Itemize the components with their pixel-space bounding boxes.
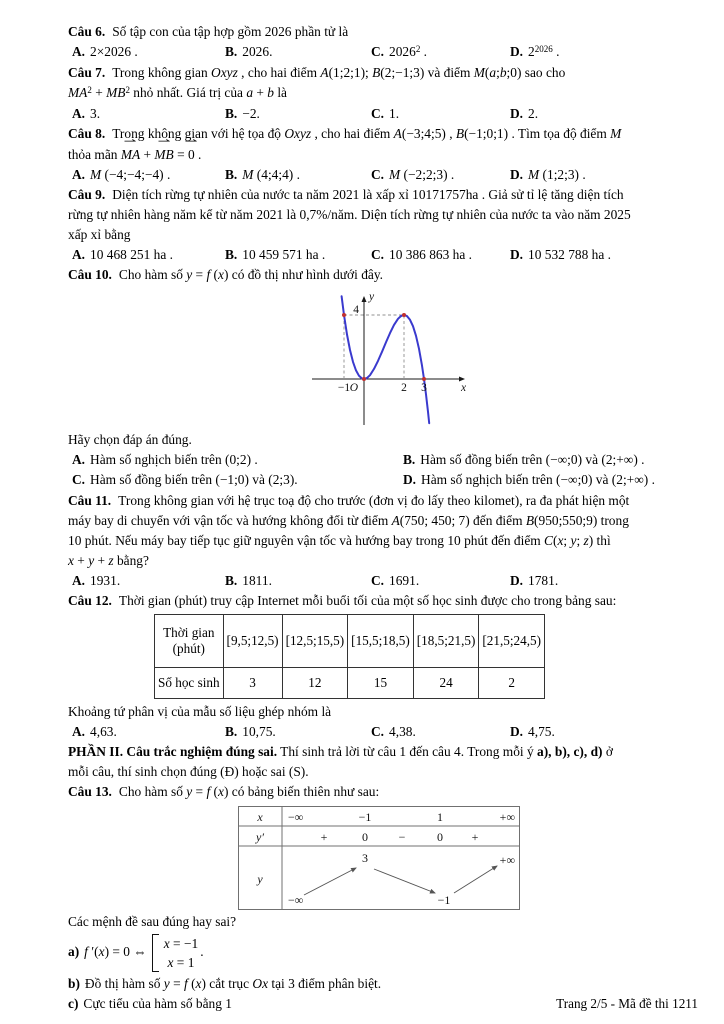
option-text: 3. — [90, 106, 101, 122]
option-key: D. — [510, 106, 524, 122]
option-text: 4,63. — [90, 724, 117, 740]
svg-text:x: x — [461, 382, 467, 395]
option-text: 10 459 571 ha . — [242, 247, 326, 263]
option-key: B. — [225, 44, 238, 60]
option-key: C. — [371, 724, 385, 740]
option-text: 10 532 788 ha . — [528, 247, 611, 263]
option-B — [225, 722, 371, 742]
option-A — [72, 104, 225, 124]
svg-text:−∞: −∞ — [288, 809, 304, 824]
option-key: A. — [72, 247, 86, 263]
time-label-line1: Thời gian — [163, 625, 215, 641]
frequency-table-intervals-row — [155, 615, 545, 668]
option-A — [72, 245, 225, 265]
option-key: D. — [510, 166, 524, 182]
question-7-label: Câu 7. — [68, 65, 106, 81]
option-D — [510, 165, 668, 185]
option-A — [72, 165, 225, 185]
question-6-options — [68, 42, 668, 63]
option-B — [225, 165, 371, 185]
question-13 — [68, 782, 668, 1013]
question-8-label: Câu 8. — [68, 126, 106, 142]
count-cell: 2 — [479, 668, 545, 699]
question-7 — [68, 63, 668, 124]
question-7-options — [68, 104, 668, 124]
option-text: 2×2026 . — [90, 44, 138, 60]
option-text: 1. — [389, 106, 400, 122]
count-label: Số học sinh — [155, 668, 224, 699]
option-key: D. — [510, 44, 524, 60]
page-footer: Trang 2/5 - Mã đề thi 1211 — [556, 996, 698, 1011]
option-text: $2^{2026}$ . — [528, 43, 560, 60]
question-8 — [68, 124, 668, 184]
option-text: 1691. — [389, 572, 420, 588]
question-10 — [68, 265, 668, 490]
question-8-options — [68, 165, 668, 185]
question-13-stem-text: Cho hàm số y = f (x) có bảng biến thiên như sau: — [118, 784, 380, 800]
option-text: 4,38. — [389, 724, 416, 740]
option-key: C. — [371, 44, 385, 60]
svg-text:−1: −1 — [358, 809, 372, 824]
option-C — [72, 470, 403, 490]
question-12-options — [68, 722, 668, 742]
svg-text:y: y — [257, 871, 263, 886]
interval-cell: [12,5;15,5) — [282, 615, 348, 668]
variation-table — [238, 806, 520, 910]
option-C — [371, 571, 510, 591]
question-11-line-1: Trong không gian với hệ trục toạ độ cho trước (đơn vị đo lấy theo kilomet), ra đa phát hiện một — [118, 492, 630, 508]
svg-text:y′: y′ — [256, 829, 264, 844]
question-8-line-2: thỏa mãn ⇀ MA + ⇀ MB = ⇀ 0 . — [68, 145, 668, 165]
statement-c-label: c) — [68, 995, 79, 1011]
option-D — [510, 571, 668, 591]
option-key: C. — [72, 472, 86, 488]
svg-text:+∞: +∞ — [499, 809, 515, 824]
option-text: −2. — [242, 106, 260, 122]
question-10-stem — [68, 265, 668, 285]
option-key: B. — [225, 724, 238, 740]
svg-text:+: + — [320, 829, 328, 844]
question-10-options-ab — [68, 450, 668, 470]
option-key: D. — [510, 572, 524, 588]
variation-table-figure — [238, 806, 668, 910]
option-key: B. — [225, 106, 238, 122]
question-6 — [68, 22, 668, 63]
option-text: 4,75. — [528, 724, 555, 740]
option-text: 1781. — [528, 572, 559, 588]
question-11-options — [68, 571, 668, 591]
question-10-label: Câu 10. — [68, 267, 112, 283]
option-text: 1931. — [90, 572, 121, 588]
option-key: B. — [403, 452, 416, 468]
question-6-label: Câu 6. — [68, 24, 106, 39]
option-key: C. — [371, 247, 385, 263]
left-bracket — [152, 934, 159, 972]
option-text: Hàm số đồng biến trên (−1;0) và (2;3). — [90, 472, 298, 488]
option-text: 2026. — [242, 44, 273, 60]
question-8-line-1: Trong không gian với hệ tọa độ Oxyz , cho hai điểm A(−3;4;5) , B(−1;0;1) . Tìm tọa độ điểm M — [112, 126, 622, 142]
option-text: M (−2;2;3) . — [389, 166, 455, 182]
option-text: 2. — [528, 106, 539, 122]
statement-c-text: Cực tiểu của hàm số bằng 1 — [83, 995, 232, 1011]
svg-text:2: 2 — [401, 382, 407, 395]
part2-header — [68, 742, 668, 782]
count-cell: 24 — [413, 668, 479, 699]
option-key: A. — [72, 106, 86, 122]
option-key: B. — [225, 166, 238, 182]
option-key: C. — [371, 106, 385, 122]
part2-line-2: mỗi câu, thí sinh chọn đúng (Đ) hoặc sai (S). — [68, 764, 309, 780]
statement-a-label: a) — [68, 943, 80, 959]
option-key: D. — [403, 472, 417, 488]
question-9-options — [68, 245, 668, 265]
option-text: 10 386 863 ha . — [389, 247, 472, 263]
question-13-label: Câu 13. — [68, 784, 112, 800]
option-key: C. — [371, 166, 385, 182]
option-C — [371, 104, 510, 124]
frequency-table — [154, 614, 545, 699]
option-text: M (4;4;4) . — [242, 166, 300, 182]
svg-text:O: O — [349, 382, 358, 395]
time-label-line2: (phút) — [172, 641, 205, 657]
question-10-options-cd — [68, 470, 668, 490]
question-13-question2: Các mệnh đề sau đúng hay sai? — [68, 913, 237, 929]
question-11 — [68, 491, 668, 591]
option-D — [510, 104, 668, 124]
svg-text:−∞: −∞ — [288, 892, 304, 907]
statement-b-label: b) — [68, 975, 80, 991]
question-9-line-1: Diện tích rừng tự nhiên của nước ta năm 2021 là xấp xỉ 10171757ha . Giả sử tỉ lệ tăng diện tích — [112, 186, 624, 202]
cases-line: x = 1 — [167, 954, 195, 970]
svg-text:3: 3 — [421, 382, 427, 395]
svg-text:−1: −1 — [437, 892, 451, 907]
svg-text:+∞: +∞ — [499, 852, 515, 867]
question-11-line-2: máy bay di chuyển với vận tốc và hướng không đổi từ điểm A(750; 450; 7) đến điểm B(950;550;9) trong — [68, 512, 629, 528]
option-text: Hàm số đồng biến trên (−∞;0) và (2;+∞) . — [420, 452, 645, 468]
option-A — [72, 450, 403, 470]
frequency-table-header — [155, 615, 224, 668]
option-text: Hàm số nghịch biến trên (−∞;0) và (2;+∞) . — [421, 472, 655, 488]
question-9-label: Câu 9. — [68, 186, 106, 202]
option-C — [371, 722, 510, 742]
svg-text:−: − — [398, 829, 406, 844]
option-text: 2026$^2$ . — [389, 43, 428, 60]
option-A — [72, 722, 225, 742]
option-text: 10,75. — [242, 724, 276, 740]
count-cell: 12 — [282, 668, 348, 699]
option-key: A. — [72, 44, 86, 60]
option-B — [225, 42, 371, 63]
question-12-label: Câu 12. — [68, 592, 112, 608]
option-key: A. — [72, 166, 86, 182]
statement-a — [68, 932, 668, 974]
svg-text:x: x — [257, 809, 263, 824]
function-graph — [306, 287, 474, 429]
question-12-stem-text: Thời gian (phút) truy cập Internet mỗi buổi tối của một số học sinh được cho trong bảng sau: — [118, 592, 617, 608]
question-12-stem — [68, 591, 668, 611]
question-7-line-2: $MA^2 + MB^2$ nhỏ nhất. Giá trị của a + b là — [68, 84, 287, 101]
option-A — [72, 42, 225, 63]
option-A — [72, 571, 225, 591]
option-C — [371, 42, 510, 63]
option-C — [371, 165, 510, 185]
option-D — [510, 245, 668, 265]
option-C — [371, 245, 510, 265]
option-text: 1811. — [242, 572, 272, 588]
question-12 — [68, 591, 668, 742]
question-12-question2: Khoảng tứ phân vị của mẫu số liệu ghép nhóm là — [68, 704, 332, 720]
svg-text:4: 4 — [353, 304, 359, 317]
cases-line: x = −1 — [163, 935, 199, 951]
statement-b — [68, 974, 668, 994]
svg-text:y: y — [369, 291, 375, 304]
cases-bracket — [152, 934, 198, 972]
question-9-line-3: xấp xỉ bằng — [68, 226, 131, 242]
option-text: M (1;2;3) . — [528, 166, 586, 182]
interval-cell: [21,5;24,5) — [479, 615, 545, 668]
option-key: B. — [225, 247, 238, 263]
statement-a-text: f ′(x) = 0 ⇔ x = −1 x = 1 . — [84, 935, 204, 970]
svg-text:−1: −1 — [337, 382, 351, 395]
question-13-stem — [68, 782, 668, 802]
question-7-line-1: Trong không gian Oxyz , cho hai điểm A(1;2;1); B(2;−1;3) và điểm M(a;b;0) sao cho — [112, 65, 566, 81]
option-key: D. — [510, 724, 524, 740]
option-D — [403, 470, 668, 490]
option-key: A. — [72, 572, 86, 588]
question-9-stem — [68, 185, 668, 205]
question-10-stem-text: Cho hàm số y = f (x) có đồ thị như hình dưới đây. — [118, 267, 384, 283]
svg-text:+: + — [471, 829, 479, 844]
frequency-table-counts-row — [155, 668, 545, 699]
svg-text:1: 1 — [437, 809, 443, 824]
option-key: A. — [72, 452, 86, 468]
option-text: Hàm số nghịch biến trên (0;2) . — [90, 452, 258, 468]
part2-line-1: PHẦN II. Câu trắc nghiệm đúng sai. Thí sinh trả lời từ câu 1 đến câu 4. Trong mỗi ý a), b), c), d) ở — [68, 744, 613, 760]
question-9-line-2: rừng tự nhiên hàng năm kể từ năm 2021 là 0,7%/năm. Diện tích rừng tự nhiên của nước ta vào năm 2025 — [68, 206, 631, 222]
question-11-label: Câu 11. — [68, 492, 112, 508]
question-6-stem-text: Số tập con của tập hợp gồm 2026 phần tử là — [112, 24, 349, 39]
question-7-stem — [68, 63, 668, 83]
statement-b-text: Đồ thị hàm số y = f (x) cắt trục Ox tại 3 điểm phân biệt. — [84, 975, 382, 991]
option-B — [225, 245, 371, 265]
function-graph-figure — [306, 287, 668, 429]
question-9 — [68, 185, 668, 265]
question-11-line-4: x + y + z bằng? — [68, 552, 149, 568]
interval-cell: [15,5;18,5) — [348, 615, 414, 668]
count-cell: 15 — [348, 668, 414, 699]
option-B — [225, 104, 371, 124]
option-D — [510, 722, 668, 742]
svg-text:0: 0 — [437, 829, 443, 844]
option-D — [510, 42, 668, 63]
option-text: 10 468 251 ha . — [90, 247, 173, 263]
option-B — [403, 450, 668, 470]
svg-text:3: 3 — [362, 850, 368, 865]
interval-cell: [9,5;12,5) — [223, 615, 282, 668]
svg-text:0: 0 — [362, 829, 368, 844]
question-11-stem — [68, 491, 668, 511]
option-key: A. — [72, 724, 86, 740]
option-text: M (−4;−4;−4) . — [90, 166, 171, 182]
option-key: D. — [510, 247, 524, 263]
count-cell: 3 — [223, 668, 282, 699]
interval-cell: [18,5;21,5) — [413, 615, 479, 668]
option-key: B. — [225, 572, 238, 588]
question-6-stem — [68, 22, 668, 42]
question-11-line-3: 10 phút. Nếu máy bay tiếp tục giữ nguyên vận tốc và hướng bay trong 10 phút đến điểm C(x; y; z) thì — [68, 532, 611, 548]
question-10-choose: Hãy chọn đáp án đúng. — [68, 432, 192, 448]
option-B — [225, 571, 371, 591]
option-key: C. — [371, 572, 385, 588]
